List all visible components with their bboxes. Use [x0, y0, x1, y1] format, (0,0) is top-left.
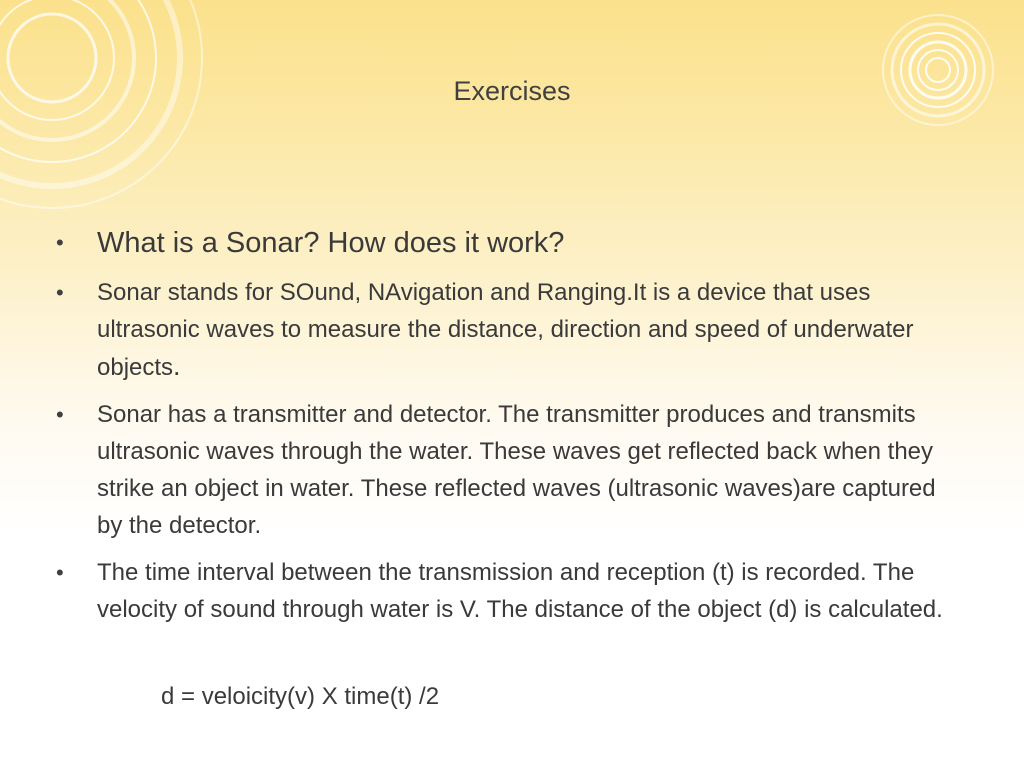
bullet-definition [56, 274, 966, 386]
bullet-transmitter-text: Sonar has a transmitter and detector. The transmitter produces and transmits ultrasonic waves through the water. These waves get reflected back when they strike an object in water. These reflected waves (ultrasonic waves)are captured by the detector. [97, 401, 936, 539]
bullet-definition-text: Sonar stands for SOund, NAvigation and Ranging.It is a device that uses ultrasonic waves to measure the distance, direction and speed of underwater objects [97, 279, 914, 381]
bullet-list [56, 222, 966, 638]
bullet-question-text: What is a Sonar? How does it work? [97, 227, 565, 259]
bullet-transmitter [56, 396, 966, 544]
bullet-time-interval [56, 554, 966, 628]
bullet-time-interval-text: The time interval between the transmission and reception (t) is recorded. The velocity of sound through water is V. The distance of the object (d) is calculated. [97, 559, 943, 623]
rings-top-right-icon [883, 15, 993, 125]
bullet-definition-period: . [173, 351, 181, 381]
distance-formula: d = veloicity(v) X time(t) /2 [161, 683, 440, 710]
bullet-question [56, 222, 966, 264]
slide-title: Exercises [453, 76, 571, 106]
